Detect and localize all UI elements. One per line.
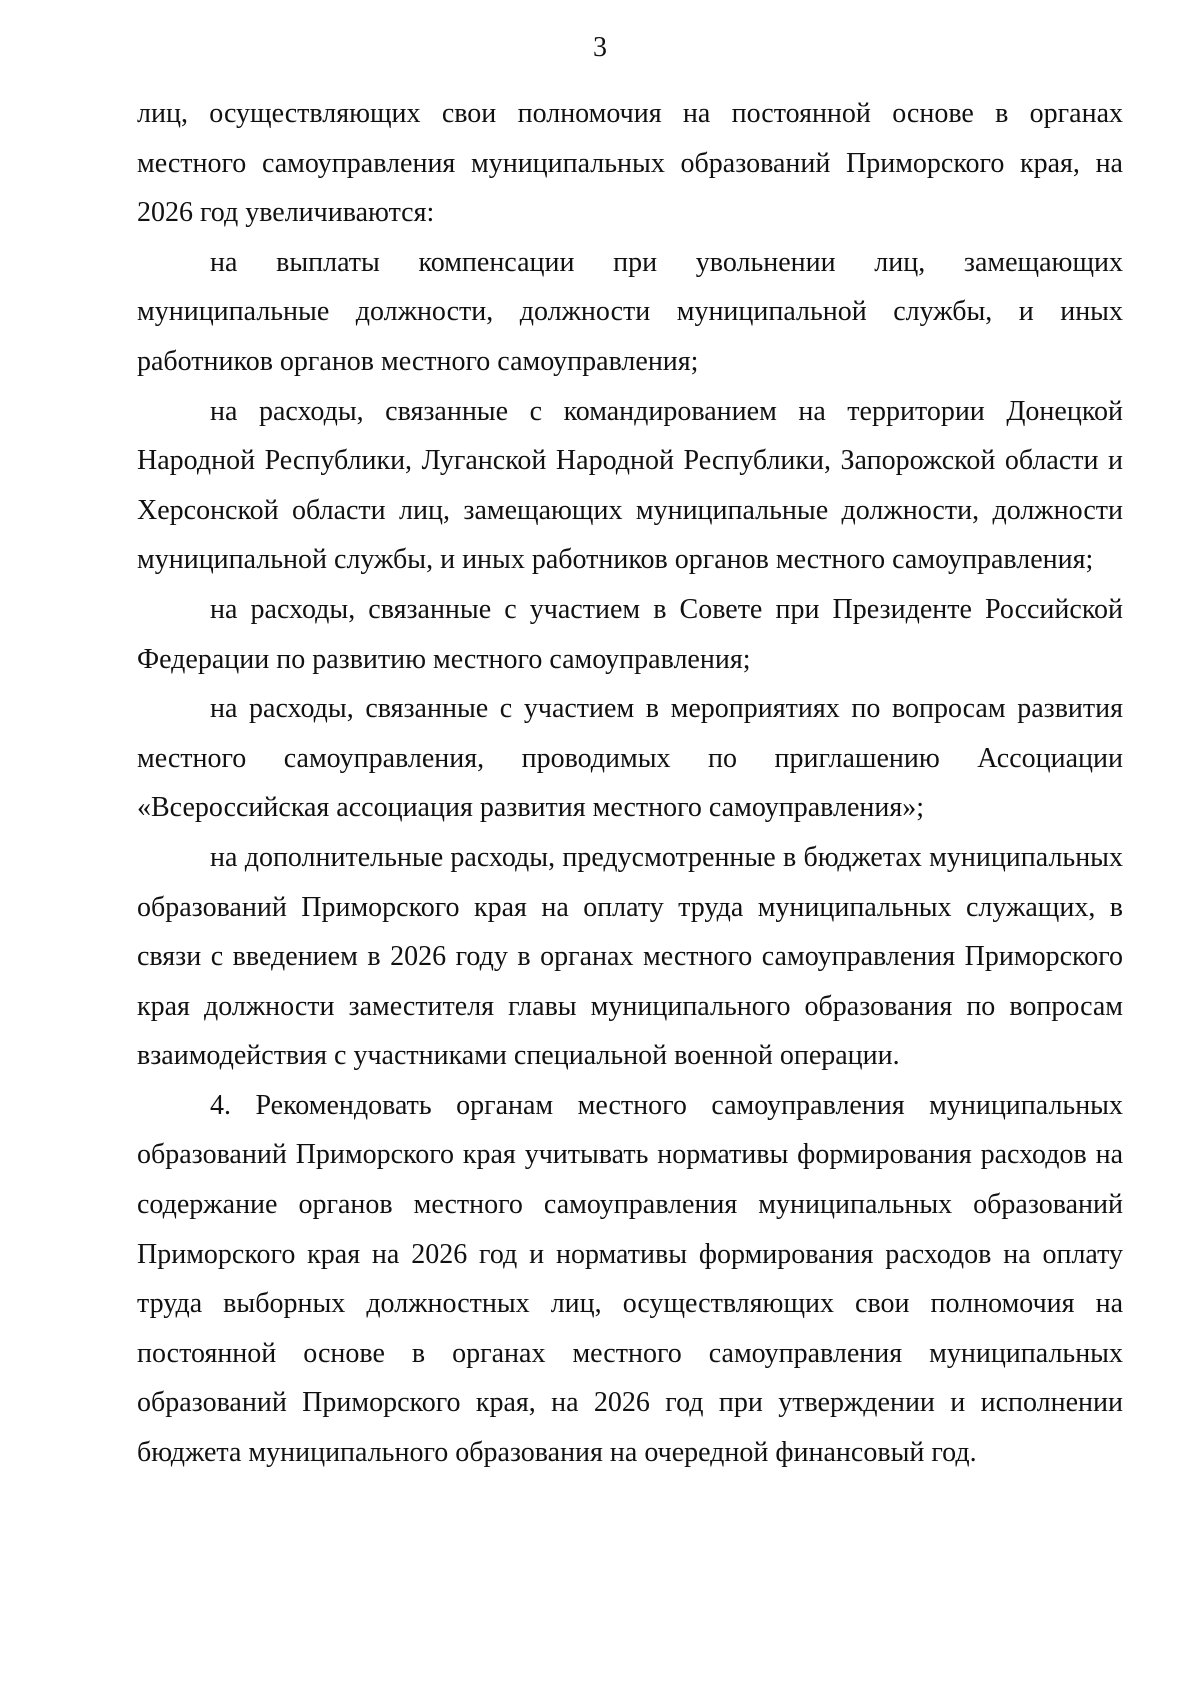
paragraph-compensation-payments: на выплаты компенсации при увольнении лиц, замещающих муниципальные должности, должности муниципальной службы, и иных работников органов местного самоуправления; [137,246,1123,377]
paragraph-additional-salary-expenses: на дополнительные расходы, предусмотренные в бюджетах муниципальных образований Приморского края на оплату труда муниципальных служащих, в связи с введением в 2026 году в органах местного самоуправления Приморского края должности заместителя главы муниципального образования по вопросам взаимодействия с участниками специальной военной операции. [137,841,1123,1072]
page-number: 3 [593,32,607,63]
paragraph-item-4-recommendation: 4. Рекомендовать органам местного самоуправления муниципальных образований Приморского края учитывать нормативы формирования расходов на содержание органов местного самоуправления муниципальных образований Приморского края на 2026 год и нормативы формирования расходов на оплату труда выборных должностных лиц, осуществляющих свои полномочия на постоянной основе в органах местного самоуправления муниципальных образований Приморского края, на 2026 год при утверждении и исполнении бюджета муниципального образования на очередной финансовый год. [137,1089,1123,1469]
paragraph-association-events-expenses: на расходы, связанные с участием в мероприятиях по вопросам развития местного самоуправления, проводимых по приглашению Ассоциации «Всероссийская ассоциация развития местного самоуправления»; [137,693,1123,824]
paragraph-continuation: лиц, осуществляющих свои полномочия на постоянной основе в органах местного самоуправления муниципальных образований Приморского края, на 2026 год увеличиваются: [137,98,1123,229]
paragraph-business-trip-expenses: на расходы, связанные с командированием на территории Донецкой Народной Республики, Луганской Народной Республики, Запорожской области и Херсонской области лиц, замещающих муниципальные должности, должности муниципальной службы, и иных работников органов местного самоуправления; [137,395,1123,576]
document-body [137,89,1123,1478]
paragraph-presidential-council-expenses: на расходы, связанные с участием в Совете при Президенте Российской Федерации по развитию местного самоуправления; [137,593,1123,675]
